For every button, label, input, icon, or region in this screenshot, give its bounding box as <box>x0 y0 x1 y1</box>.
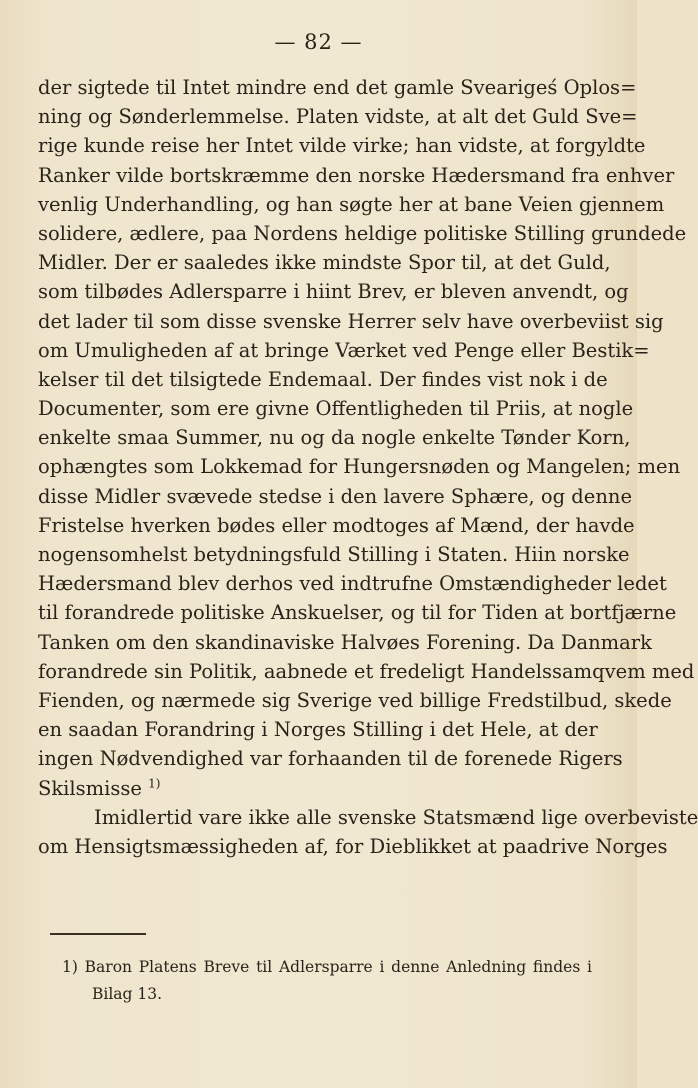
text-line: enkelte smaa Summer, nu og da nogle enkelte Tønder Korn, <box>38 426 631 450</box>
text-line: rige kunde reise her Intet vilde virke; han vidste, at forgyldte <box>38 134 646 158</box>
footnote-line: Bilag 13. <box>92 985 163 1003</box>
text-line: en saadan Forandring i Norges Stilling i det Hele, at der <box>38 718 598 742</box>
text-line: Documenter, som ere givne Offentligheden til Priis, at nogle <box>38 397 634 421</box>
text-line: disse Midler svævede stedse i den lavere Sphære, og denne <box>38 484 632 508</box>
footnote-reference: 1) <box>148 776 161 790</box>
text-line: nogensomhelst betydningsfuld Stilling i Staten. Hiin norske <box>38 543 630 566</box>
text-line: Tanken om den skandinaviske Halvøes Forening. Da Danmark <box>38 630 652 654</box>
text-line: der sigtede til Intet mindre end det gamle Svearigeś Oplos= <box>38 76 637 99</box>
footnote <box>62 954 592 1008</box>
footnote-text: Baron Platens Breve til Adlersparre i denne Anledning findes i <box>84 958 592 976</box>
text-line: Ranker vilde bortskræmme den norske Hædersmand fra enhver <box>38 163 675 187</box>
text-line: forandrede sin Politik, aabnede et fredeligt Handelssamqvem med <box>38 659 695 683</box>
text-line: om Umuligheden af at bringe Værket ved Penge eller Bestik= <box>38 338 650 362</box>
footnote-line <box>62 954 592 981</box>
text-line: Hædersmand blev derhos ved indtrufne Omstændigheder ledet <box>38 572 667 596</box>
text-line: Midler. Der er saaledes ikke mindste Spor til, at det Guld, <box>38 251 611 275</box>
text-line: kelser til det tilsigtede Endemaal. Der findes vist nok i de <box>38 367 608 391</box>
text-line: Fienden, og nærmede sig Sverige ved billige Fredstilbud, skede <box>38 688 672 712</box>
text-line: Fristelse hverken bødes eller modtoges af Mænd, der havde <box>38 513 635 537</box>
text-line: venlig Underhandling, og han søgte her at bane Veien gjennem <box>38 192 665 216</box>
text-line: til forandrede politiske Anskuelser, og til for Tiden at bortfjærne <box>38 601 677 625</box>
paragraph-end-text: Skilsmisse <box>38 776 142 800</box>
text-line: solidere, ædlere, paa Nordens heldige politiske Stilling grundede <box>38 221 687 245</box>
footnote-marker: 1) <box>62 958 78 976</box>
text-line: ning og Sønderlemmelse. Platen vidste, at alt det Guld Sve= <box>38 105 638 129</box>
main-text <box>38 73 698 861</box>
text-line: som tilbødes Adlersparre i hiint Brev, er bleven anvendt, og <box>38 280 629 304</box>
page-number: — 82 — <box>274 30 363 54</box>
paragraph-end-line <box>38 774 593 803</box>
footnote-divider <box>50 933 146 935</box>
text-line: det lader til som disse svenske Herrer selv have overbeviist sig <box>38 309 664 333</box>
text-line: Imidlertid vare ikke alle svenske Statsmænd lige overbeviste <box>94 805 698 829</box>
text-line: ingen Nødvendighed var forhaanden til de forenede Rigers <box>38 747 623 771</box>
text-line: om Hensigtsmæssigheden af, for Dieblikket at paadrive Norges <box>38 834 668 858</box>
text-line: ophængtes som Lokkemad for Hungersnøden og Mangelen; men <box>38 455 681 479</box>
